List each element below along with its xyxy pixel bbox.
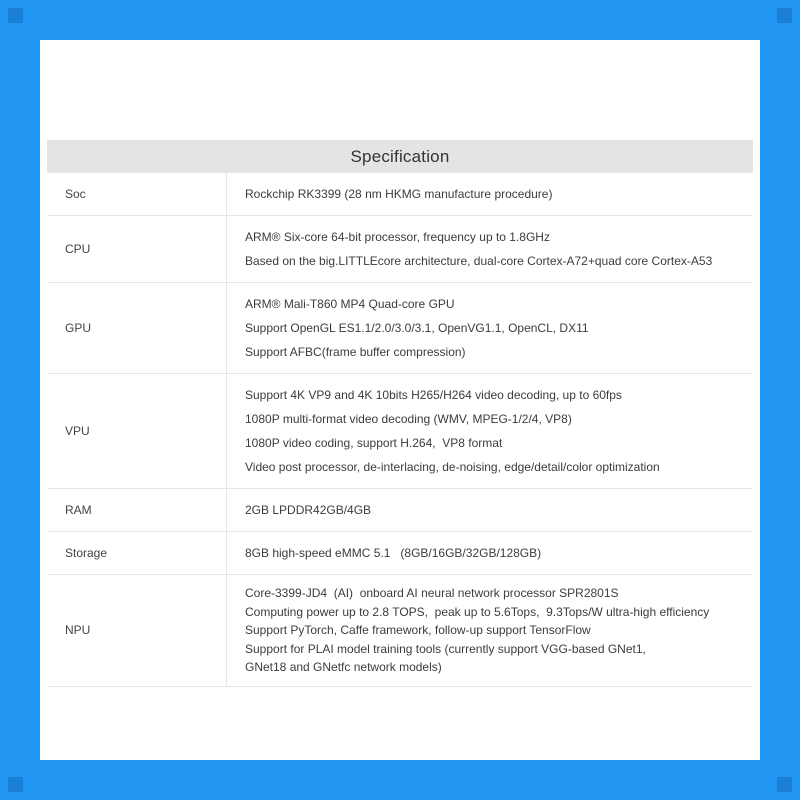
row-label: VPU — [47, 374, 227, 488]
row-label: GPU — [47, 283, 227, 373]
table-row-vpu — [47, 374, 753, 489]
table-row-soc — [47, 173, 753, 216]
spec-line: Based on the big.LITTLEcore architecture, dual-core Cortex-A72+quad core Cortex-A53 — [245, 254, 713, 268]
spec-line: Support AFBC(frame buffer compression) — [245, 345, 466, 359]
row-content — [227, 575, 753, 686]
row-label: NPU — [47, 575, 227, 686]
row-content — [227, 283, 753, 373]
spec-line: Rockchip RK3399 (28 nm HKMG manufacture procedure) — [245, 187, 553, 201]
spec-line: Support for PLAI model training tools (currently support VGG-based GNet1, — [245, 641, 646, 656]
row-content — [227, 374, 753, 488]
table-row-npu — [47, 575, 753, 687]
table-row-cpu — [47, 216, 753, 283]
spec-line: 1080P multi-format video decoding (WMV, MPEG-1/2/4, VP8) — [245, 412, 572, 426]
corner-mark-bottom-right — [777, 777, 792, 792]
spec-line: 1080P video coding, support H.264, VP8 format — [245, 436, 503, 450]
row-label: Soc — [47, 173, 227, 215]
specification-table — [47, 140, 753, 687]
row-content — [227, 532, 753, 574]
spec-line: GNet18 and GNetfc network models) — [245, 660, 442, 674]
row-content — [227, 173, 753, 215]
corner-mark-bottom-left — [8, 777, 23, 792]
spec-line: ARM® Six-core 64-bit processor, frequency up to 1.8GHz — [245, 230, 550, 244]
product-spec-page — [40, 40, 760, 760]
spec-line: Computing power up to 2.8 TOPS, peak up to 5.6Tops, 9.3Tops/W ultra-high efficiency — [245, 604, 710, 619]
spec-line: ARM® Mali-T860 MP4 Quad-core GPU — [245, 297, 455, 311]
corner-mark-top-left — [8, 8, 23, 23]
spec-line: 8GB high-speed eMMC 5.1 (8GB/16GB/32GB/128GB) — [245, 546, 542, 560]
spec-line: 2GB LPDDR42GB/4GB — [245, 503, 372, 517]
table-title: Specification — [47, 140, 753, 173]
spec-line: Video post processor, de-interlacing, de-noising, edge/detail/color optimization — [245, 460, 660, 474]
spec-line: Core-3399-JD4 (AI) onboard AI neural network processor SPR2801S — [245, 586, 619, 600]
row-content — [227, 489, 753, 531]
corner-mark-top-right — [777, 8, 792, 23]
spec-line: Support PyTorch, Caffe framework, follow-up support TensorFlow — [245, 623, 591, 637]
spec-line: Support 4K VP9 and 4K 10bits H265/H264 video decoding, up to 60fps — [245, 388, 622, 402]
row-label: CPU — [47, 216, 227, 282]
row-label: Storage — [47, 532, 227, 574]
spec-line: Support OpenGL ES1.1/2.0/3.0/3.1, OpenVG1.1, OpenCL, DX11 — [245, 321, 589, 335]
row-label: RAM — [47, 489, 227, 531]
table-row-ram — [47, 489, 753, 532]
table-row-gpu — [47, 283, 753, 374]
row-content — [227, 216, 753, 282]
table-row-storage — [47, 532, 753, 575]
